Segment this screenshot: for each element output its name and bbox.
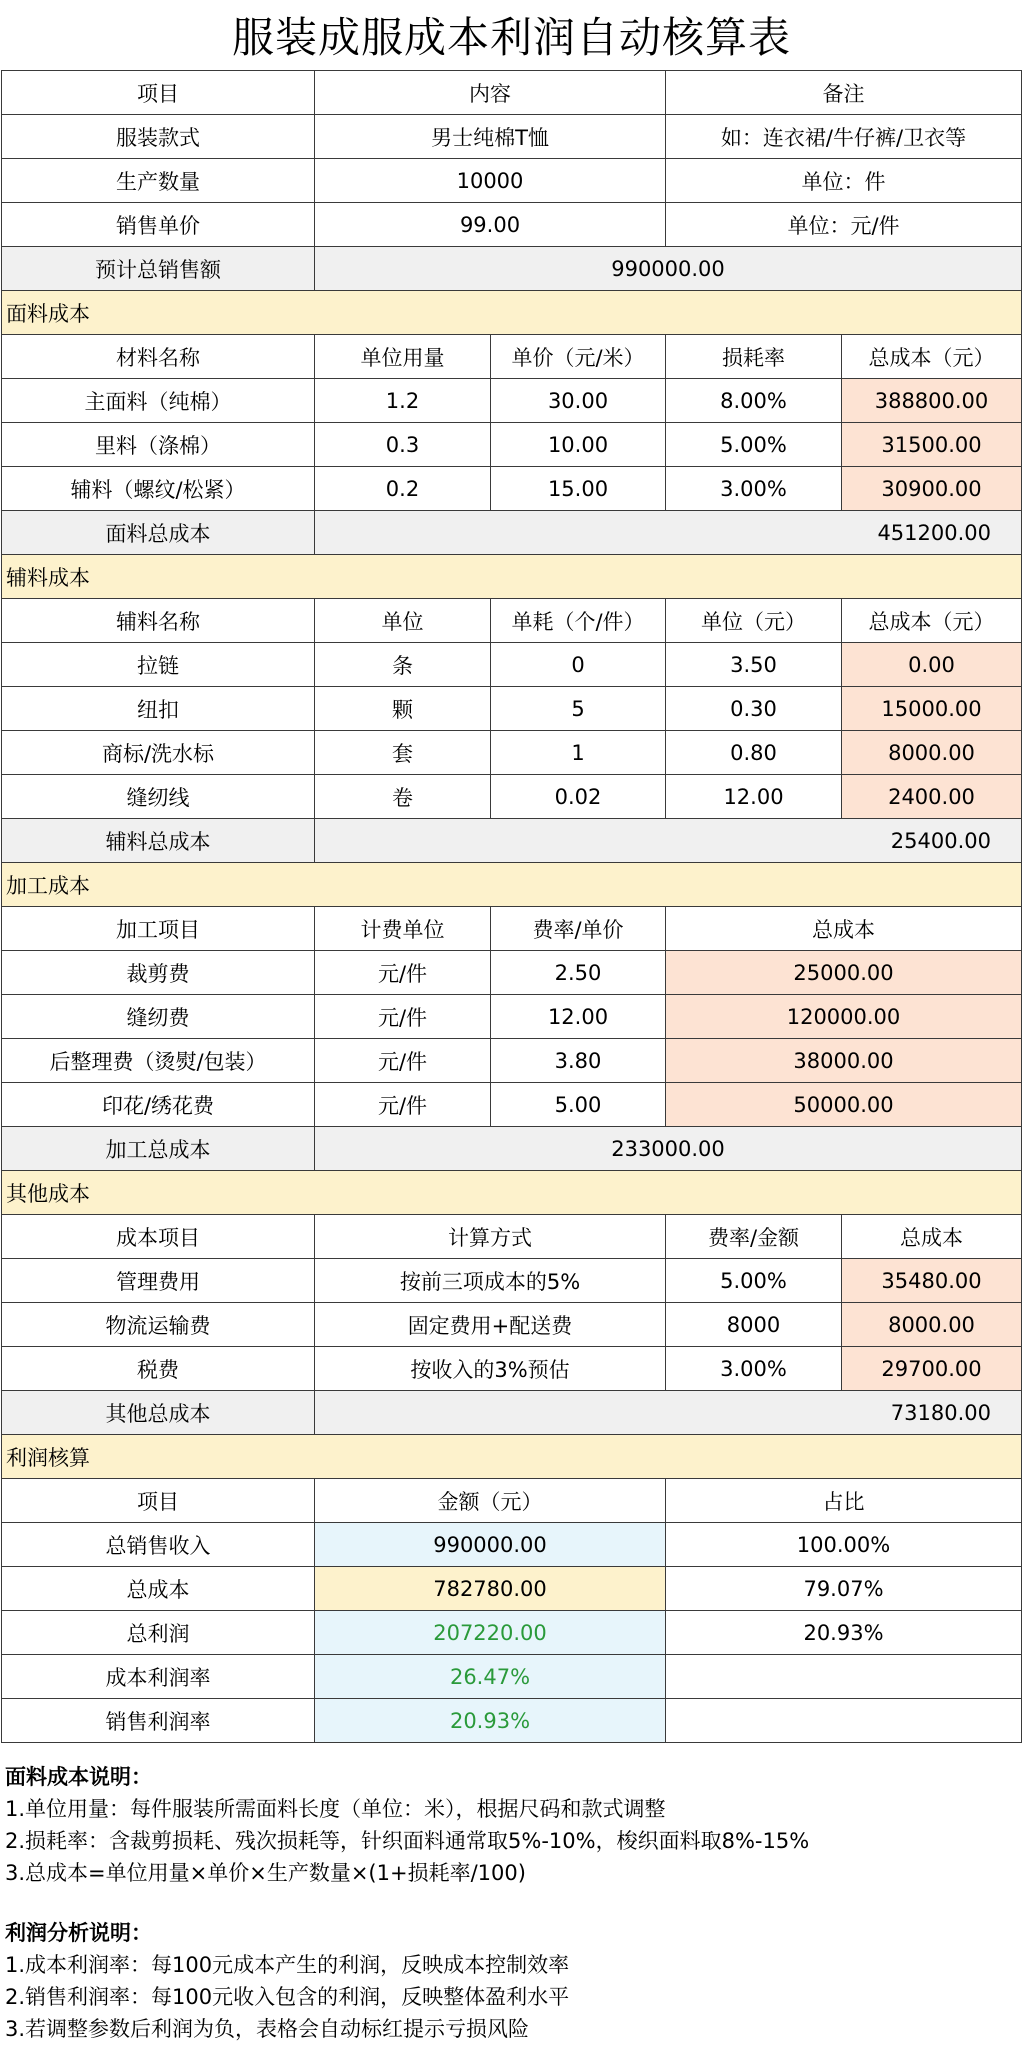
total-label: 加工总成本 xyxy=(2,1127,315,1171)
input-cell[interactable]: 30.00 xyxy=(491,379,666,423)
cell: 元/件 xyxy=(315,1039,491,1083)
cell: 元/件 xyxy=(315,951,491,995)
header-cell: 成本项目 xyxy=(2,1215,315,1259)
ratio-cell xyxy=(666,1655,1022,1699)
table-row xyxy=(2,775,1022,819)
input-cell[interactable]: 5.00% xyxy=(666,423,842,467)
table-row xyxy=(2,379,1022,423)
total-value: 990000.00 xyxy=(315,247,1022,291)
total-cost-cell: 782780.00 xyxy=(315,1567,666,1611)
processing-header-row xyxy=(2,907,1022,951)
header-cell: 费率/金额 xyxy=(666,1215,842,1259)
input-cell[interactable]: 5 xyxy=(491,687,666,731)
table-row xyxy=(2,643,1022,687)
profit-header-row xyxy=(2,1479,1022,1523)
input-cell[interactable]: 0.80 xyxy=(666,731,842,775)
section-row xyxy=(2,291,1022,335)
input-cell[interactable]: 10000 xyxy=(315,159,666,203)
table-row xyxy=(2,1567,1022,1611)
section-title: 利润核算 xyxy=(2,1435,1022,1479)
header-cell: 项目 xyxy=(2,71,315,115)
header-cell: 内容 xyxy=(315,71,666,115)
table-row xyxy=(2,995,1022,1039)
cell: 服装款式 xyxy=(2,115,315,159)
input-cell[interactable]: 1.2 xyxy=(315,379,491,423)
section-row xyxy=(2,1435,1022,1479)
cell: 套 xyxy=(315,731,491,775)
cell: 按前三项成本的5% xyxy=(315,1259,666,1303)
section-title: 其他成本 xyxy=(2,1171,1022,1215)
cost-cell: 120000.00 xyxy=(666,995,1022,1039)
profit-rate-cell: 26.47% xyxy=(315,1655,666,1699)
cost-cell: 25000.00 xyxy=(666,951,1022,995)
note-line: 2.损耗率：含裁剪损耗、残次损耗等，针织面料通常取5%-10%，梭织面料取8%-15% xyxy=(5,1829,810,1853)
table-row xyxy=(2,1655,1022,1699)
input-cell[interactable]: 8.00% xyxy=(666,379,842,423)
section-title: 辅料成本 xyxy=(2,555,1022,599)
input-cell[interactable]: 12.00 xyxy=(491,995,666,1039)
input-cell[interactable]: 3.00% xyxy=(666,1347,842,1391)
cost-cell: 35480.00 xyxy=(842,1259,1022,1303)
total-label: 辅料总成本 xyxy=(2,819,315,863)
cell: 拉链 xyxy=(2,643,315,687)
cost-cell: 2400.00 xyxy=(842,775,1022,819)
cell: 辅料（螺纹/松紧） xyxy=(2,467,315,511)
input-cell[interactable]: 8000 xyxy=(666,1303,842,1347)
fabric-header-row xyxy=(2,335,1022,379)
header-cell: 总成本（元） xyxy=(842,599,1022,643)
cell: 销售单价 xyxy=(2,203,315,247)
cell: 管理费用 xyxy=(2,1259,315,1303)
total-row xyxy=(2,1391,1022,1435)
input-cell[interactable]: 10.00 xyxy=(491,423,666,467)
cost-cell: 0.00 xyxy=(842,643,1022,687)
input-cell[interactable]: 0 xyxy=(491,643,666,687)
cell: 物流运输费 xyxy=(2,1303,315,1347)
cell: 后整理费（烫熨/包装） xyxy=(2,1039,315,1083)
header-cell: 金额（元） xyxy=(315,1479,666,1523)
total-row xyxy=(2,511,1022,555)
input-cell[interactable]: 12.00 xyxy=(666,775,842,819)
total-row xyxy=(2,1127,1022,1171)
header-cell: 总成本 xyxy=(666,907,1022,951)
table-row xyxy=(2,1303,1022,1347)
cell: 销售利润率 xyxy=(2,1699,315,1743)
total-label: 面料总成本 xyxy=(2,511,315,555)
header-cell: 备注 xyxy=(666,71,1022,115)
ratio-cell: 79.07% xyxy=(666,1567,1022,1611)
cell: 缝纫线 xyxy=(2,775,315,819)
input-cell[interactable]: 99.00 xyxy=(315,203,666,247)
cost-cell: 38000.00 xyxy=(666,1039,1022,1083)
input-cell[interactable]: 男士纯棉T恤 xyxy=(315,115,666,159)
header-cell: 单耗（个/件） xyxy=(491,599,666,643)
header-cell: 计算方式 xyxy=(315,1215,666,1259)
cell: 印花/绣花费 xyxy=(2,1083,315,1127)
header-cell: 项目 xyxy=(2,1479,315,1523)
notes-section xyxy=(0,1761,1023,2045)
total-value: 233000.00 xyxy=(315,1127,1022,1171)
cost-cell: 8000.00 xyxy=(842,1303,1022,1347)
cell: 如：连衣裙/牛仔裤/卫衣等 xyxy=(666,115,1022,159)
header-cell: 单位用量 xyxy=(315,335,491,379)
input-cell[interactable]: 5.00% xyxy=(666,1259,842,1303)
cost-cell: 31500.00 xyxy=(842,423,1022,467)
section-row xyxy=(2,863,1022,907)
input-cell[interactable]: 2.50 xyxy=(491,951,666,995)
cell: 生产数量 xyxy=(2,159,315,203)
section-title: 面料成本 xyxy=(2,291,1022,335)
table-row xyxy=(2,951,1022,995)
section-row xyxy=(2,555,1022,599)
other-header-row xyxy=(2,1215,1022,1259)
input-cell[interactable]: 0.3 xyxy=(315,423,491,467)
cost-cell: 15000.00 xyxy=(842,687,1022,731)
cell: 单位：元/件 xyxy=(666,203,1022,247)
cell: 总利润 xyxy=(2,1611,315,1655)
total-label: 其他总成本 xyxy=(2,1391,315,1435)
note-line: 1.成本利润率：每100元成本产生的利润，反映成本控制效率 xyxy=(5,1953,570,1977)
input-cell[interactable]: 0.02 xyxy=(491,775,666,819)
cell: 税费 xyxy=(2,1347,315,1391)
section-title: 加工成本 xyxy=(2,863,1022,907)
header-cell: 费率/单价 xyxy=(491,907,666,951)
table-row xyxy=(2,1347,1022,1391)
ratio-cell: 20.93% xyxy=(666,1611,1022,1655)
cost-profit-table xyxy=(1,70,1022,1743)
cell: 卷 xyxy=(315,775,491,819)
total-value: 25400.00 xyxy=(315,819,1022,863)
input-cell[interactable]: 3.80 xyxy=(491,1039,666,1083)
table-row xyxy=(2,467,1022,511)
total-row xyxy=(2,247,1022,291)
input-cell[interactable]: 5.00 xyxy=(491,1083,666,1127)
revenue-cell: 990000.00 xyxy=(315,1523,666,1567)
total-value: 73180.00 xyxy=(315,1391,1022,1435)
header-cell: 单价（元/米） xyxy=(491,335,666,379)
profit-notes-title: 利润分析说明： xyxy=(5,1921,152,1945)
table-row xyxy=(2,115,1022,159)
cell: 条 xyxy=(315,643,491,687)
input-cell[interactable]: 3.50 xyxy=(666,643,842,687)
header-cell: 损耗率 xyxy=(666,335,842,379)
table-row xyxy=(2,203,1022,247)
note-line: 3.总成本=单位用量×单价×生产数量×(1+损耗率/100) xyxy=(5,1861,526,1885)
total-label: 预计总销售额 xyxy=(2,247,315,291)
table-row xyxy=(2,1083,1022,1127)
cell: 成本利润率 xyxy=(2,1655,315,1699)
header-cell: 总成本（元） xyxy=(842,335,1022,379)
header-cell: 辅料名称 xyxy=(2,599,315,643)
fabric-notes-title: 面料成本说明： xyxy=(5,1765,152,1789)
note-line: 2.销售利润率：每100元收入包含的利润，反映整体盈利水平 xyxy=(5,1985,570,2009)
profit-rate-cell: 20.93% xyxy=(315,1699,666,1743)
header-cell: 占比 xyxy=(666,1479,1022,1523)
input-cell[interactable]: 3.00% xyxy=(666,467,842,511)
note-line: 1.单位用量：每件服装所需面料长度（单位：米），根据尺码和款式调整 xyxy=(5,1797,666,1821)
note-line: 3.若调整参数后利润为负，表格会自动标红提示亏损风险 xyxy=(5,2017,530,2041)
total-value: 451200.00 xyxy=(315,511,1022,555)
accessory-header-row xyxy=(2,599,1022,643)
cell: 总成本 xyxy=(2,1567,315,1611)
header-cell: 计费单位 xyxy=(315,907,491,951)
input-cell[interactable]: 0.2 xyxy=(315,467,491,511)
table-row xyxy=(2,1259,1022,1303)
cell: 裁剪费 xyxy=(2,951,315,995)
header-cell: 材料名称 xyxy=(2,335,315,379)
table-row xyxy=(2,687,1022,731)
cost-cell: 388800.00 xyxy=(842,379,1022,423)
table-row xyxy=(2,1523,1022,1567)
cell: 固定费用+配送费 xyxy=(315,1303,666,1347)
total-row xyxy=(2,819,1022,863)
cost-cell: 30900.00 xyxy=(842,467,1022,511)
table-row xyxy=(2,1611,1022,1655)
cell: 纽扣 xyxy=(2,687,315,731)
header-cell: 单位 xyxy=(315,599,491,643)
table-row xyxy=(2,731,1022,775)
page-title: 服装成服成本利润自动核算表 xyxy=(231,13,791,62)
cell: 缝纫费 xyxy=(2,995,315,1039)
cell: 按收入的3%预估 xyxy=(315,1347,666,1391)
table-row xyxy=(2,1039,1022,1083)
cell: 主面料（纯棉） xyxy=(2,379,315,423)
table-row xyxy=(2,1699,1022,1743)
cell: 总销售收入 xyxy=(2,1523,315,1567)
basic-header-row xyxy=(2,71,1022,115)
profit-cell: 207220.00 xyxy=(315,1611,666,1655)
cell: 里料（涤棉） xyxy=(2,423,315,467)
header-cell: 总成本 xyxy=(842,1215,1022,1259)
ratio-cell xyxy=(666,1699,1022,1743)
cost-cell: 29700.00 xyxy=(842,1347,1022,1391)
input-cell[interactable]: 0.30 xyxy=(666,687,842,731)
cell: 颗 xyxy=(315,687,491,731)
header-cell: 加工项目 xyxy=(2,907,315,951)
cost-cell: 8000.00 xyxy=(842,731,1022,775)
header-cell: 单位（元） xyxy=(666,599,842,643)
section-row xyxy=(2,1171,1022,1215)
table-row xyxy=(2,159,1022,203)
ratio-cell: 100.00% xyxy=(666,1523,1022,1567)
cell: 元/件 xyxy=(315,995,491,1039)
table-row xyxy=(2,423,1022,467)
cost-cell: 50000.00 xyxy=(666,1083,1022,1127)
cell: 商标/洗水标 xyxy=(2,731,315,775)
cell: 元/件 xyxy=(315,1083,491,1127)
input-cell[interactable]: 1 xyxy=(491,731,666,775)
input-cell[interactable]: 15.00 xyxy=(491,467,666,511)
cell: 单位：件 xyxy=(666,159,1022,203)
